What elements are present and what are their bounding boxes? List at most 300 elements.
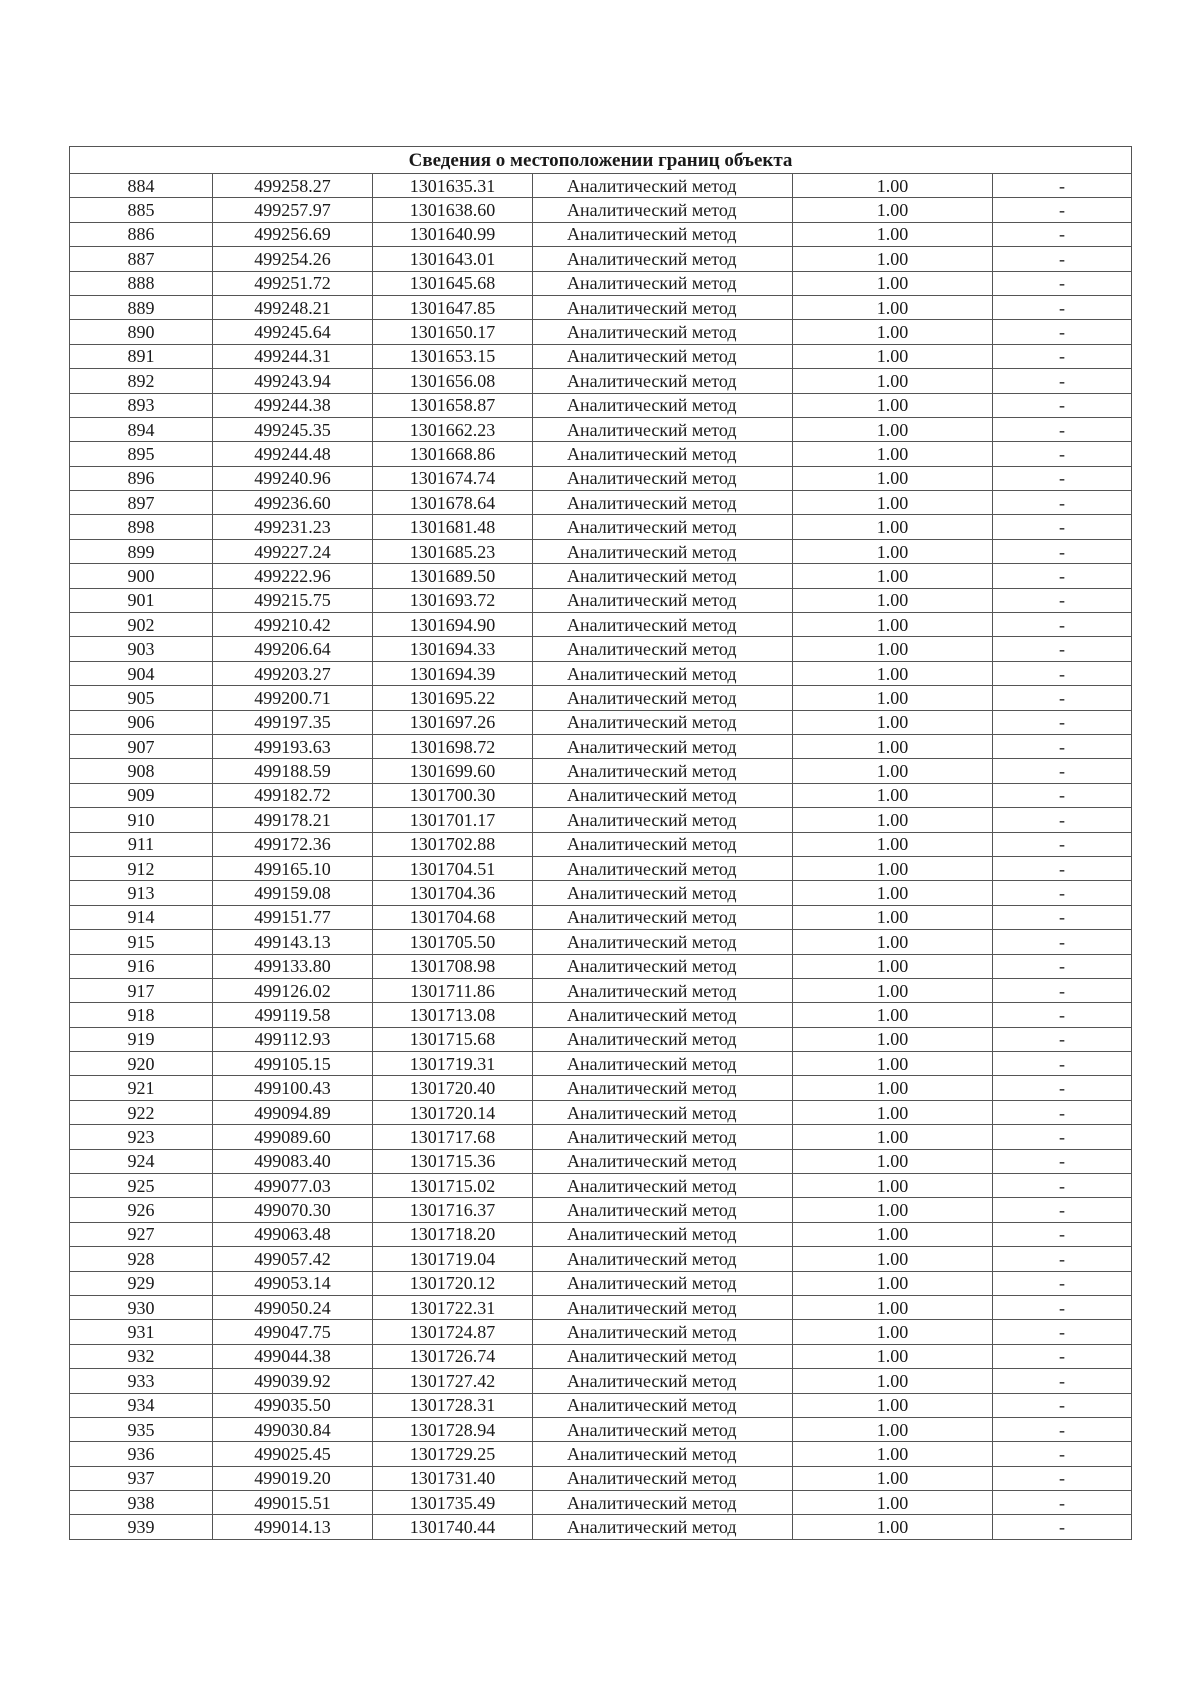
table-row xyxy=(70,637,1132,661)
method-cell: Аналитический метод xyxy=(533,783,793,807)
point-number-cell: 908 xyxy=(70,759,213,783)
y-coordinate-cell: 1301662.23 xyxy=(373,417,533,441)
method-cell: Аналитический метод xyxy=(533,588,793,612)
accuracy-cell: 1.00 xyxy=(793,1491,993,1515)
method-cell: Аналитический метод xyxy=(533,1442,793,1466)
method-cell: Аналитический метод xyxy=(533,222,793,246)
accuracy-cell: 1.00 xyxy=(793,1100,993,1124)
point-number-cell: 887 xyxy=(70,247,213,271)
y-coordinate-cell: 1301635.31 xyxy=(373,174,533,198)
table-row xyxy=(70,1271,1132,1295)
note-cell: - xyxy=(993,320,1132,344)
accuracy-cell: 1.00 xyxy=(793,881,993,905)
table-row xyxy=(70,1369,1132,1393)
note-cell: - xyxy=(993,1417,1132,1441)
method-cell: Аналитический метод xyxy=(533,320,793,344)
note-cell: - xyxy=(993,271,1132,295)
method-cell: Аналитический метод xyxy=(533,1003,793,1027)
x-coordinate-cell: 499245.64 xyxy=(213,320,373,344)
accuracy-cell: 1.00 xyxy=(793,759,993,783)
point-number-cell: 899 xyxy=(70,539,213,563)
point-number-cell: 900 xyxy=(70,564,213,588)
table-row xyxy=(70,1149,1132,1173)
accuracy-cell: 1.00 xyxy=(793,1076,993,1100)
x-coordinate-cell: 499030.84 xyxy=(213,1417,373,1441)
x-coordinate-cell: 499182.72 xyxy=(213,783,373,807)
table-row xyxy=(70,222,1132,246)
y-coordinate-cell: 1301697.26 xyxy=(373,710,533,734)
x-coordinate-cell: 499057.42 xyxy=(213,1247,373,1271)
y-coordinate-cell: 1301731.40 xyxy=(373,1466,533,1490)
table-row xyxy=(70,832,1132,856)
x-coordinate-cell: 499244.38 xyxy=(213,393,373,417)
y-coordinate-cell: 1301645.68 xyxy=(373,271,533,295)
note-cell: - xyxy=(993,759,1132,783)
note-cell: - xyxy=(993,1125,1132,1149)
note-cell: - xyxy=(993,1247,1132,1271)
y-coordinate-cell: 1301638.60 xyxy=(373,198,533,222)
y-coordinate-cell: 1301720.12 xyxy=(373,1271,533,1295)
accuracy-cell: 1.00 xyxy=(793,588,993,612)
point-number-cell: 931 xyxy=(70,1320,213,1344)
accuracy-cell: 1.00 xyxy=(793,369,993,393)
point-number-cell: 909 xyxy=(70,783,213,807)
accuracy-cell: 1.00 xyxy=(793,1003,993,1027)
method-cell: Аналитический метод xyxy=(533,1466,793,1490)
accuracy-cell: 1.00 xyxy=(793,1271,993,1295)
point-number-cell: 914 xyxy=(70,905,213,929)
method-cell: Аналитический метод xyxy=(533,930,793,954)
accuracy-cell: 1.00 xyxy=(793,1247,993,1271)
accuracy-cell: 1.00 xyxy=(793,539,993,563)
note-cell: - xyxy=(993,905,1132,929)
note-cell: - xyxy=(993,1198,1132,1222)
accuracy-cell: 1.00 xyxy=(793,442,993,466)
table-title-row xyxy=(70,147,1132,174)
accuracy-cell: 1.00 xyxy=(793,905,993,929)
note-cell: - xyxy=(993,247,1132,271)
table-row xyxy=(70,417,1132,441)
note-cell: - xyxy=(993,1295,1132,1319)
method-cell: Аналитический метод xyxy=(533,515,793,539)
x-coordinate-cell: 499188.59 xyxy=(213,759,373,783)
accuracy-cell: 1.00 xyxy=(793,783,993,807)
y-coordinate-cell: 1301722.31 xyxy=(373,1295,533,1319)
table-row xyxy=(70,491,1132,515)
point-number-cell: 895 xyxy=(70,442,213,466)
point-number-cell: 906 xyxy=(70,710,213,734)
point-number-cell: 930 xyxy=(70,1295,213,1319)
accuracy-cell: 1.00 xyxy=(793,710,993,734)
y-coordinate-cell: 1301715.68 xyxy=(373,1027,533,1051)
table-row xyxy=(70,1003,1132,1027)
method-cell: Аналитический метод xyxy=(533,905,793,929)
y-coordinate-cell: 1301678.64 xyxy=(373,491,533,515)
table-row xyxy=(70,247,1132,271)
accuracy-cell: 1.00 xyxy=(793,1442,993,1466)
method-cell: Аналитический метод xyxy=(533,295,793,319)
method-cell: Аналитический метод xyxy=(533,1295,793,1319)
note-cell: - xyxy=(993,1491,1132,1515)
method-cell: Аналитический метод xyxy=(533,1515,793,1539)
x-coordinate-cell: 499019.20 xyxy=(213,1466,373,1490)
note-cell: - xyxy=(993,783,1132,807)
point-number-cell: 902 xyxy=(70,613,213,637)
y-coordinate-cell: 1301700.30 xyxy=(373,783,533,807)
x-coordinate-cell: 499047.75 xyxy=(213,1320,373,1344)
point-number-cell: 885 xyxy=(70,198,213,222)
x-coordinate-cell: 499025.45 xyxy=(213,1442,373,1466)
note-cell: - xyxy=(993,686,1132,710)
y-coordinate-cell: 1301720.40 xyxy=(373,1076,533,1100)
y-coordinate-cell: 1301726.74 xyxy=(373,1344,533,1368)
x-coordinate-cell: 499165.10 xyxy=(213,856,373,880)
y-coordinate-cell: 1301694.90 xyxy=(373,613,533,637)
accuracy-cell: 1.00 xyxy=(793,1222,993,1246)
accuracy-cell: 1.00 xyxy=(793,393,993,417)
table-row xyxy=(70,1491,1132,1515)
method-cell: Аналитический метод xyxy=(533,1174,793,1198)
point-number-cell: 925 xyxy=(70,1174,213,1198)
x-coordinate-cell: 499070.30 xyxy=(213,1198,373,1222)
method-cell: Аналитический метод xyxy=(533,856,793,880)
note-cell: - xyxy=(993,442,1132,466)
accuracy-cell: 1.00 xyxy=(793,320,993,344)
method-cell: Аналитический метод xyxy=(533,1393,793,1417)
point-number-cell: 920 xyxy=(70,1052,213,1076)
y-coordinate-cell: 1301716.37 xyxy=(373,1198,533,1222)
y-coordinate-cell: 1301674.74 xyxy=(373,466,533,490)
x-coordinate-cell: 499222.96 xyxy=(213,564,373,588)
accuracy-cell: 1.00 xyxy=(793,564,993,588)
accuracy-cell: 1.00 xyxy=(793,1125,993,1149)
method-cell: Аналитический метод xyxy=(533,734,793,758)
table-row xyxy=(70,613,1132,637)
note-cell: - xyxy=(993,856,1132,880)
y-coordinate-cell: 1301640.99 xyxy=(373,222,533,246)
table-row xyxy=(70,393,1132,417)
method-cell: Аналитический метод xyxy=(533,564,793,588)
y-coordinate-cell: 1301701.17 xyxy=(373,808,533,832)
note-cell: - xyxy=(993,661,1132,685)
y-coordinate-cell: 1301713.08 xyxy=(373,1003,533,1027)
x-coordinate-cell: 499089.60 xyxy=(213,1125,373,1149)
method-cell: Аналитический метод xyxy=(533,1076,793,1100)
x-coordinate-cell: 499151.77 xyxy=(213,905,373,929)
accuracy-cell: 1.00 xyxy=(793,466,993,490)
note-cell: - xyxy=(993,978,1132,1002)
y-coordinate-cell: 1301704.51 xyxy=(373,856,533,880)
y-coordinate-cell: 1301708.98 xyxy=(373,954,533,978)
note-cell: - xyxy=(993,1174,1132,1198)
table-row xyxy=(70,1393,1132,1417)
x-coordinate-cell: 499256.69 xyxy=(213,222,373,246)
method-cell: Аналитический метод xyxy=(533,613,793,637)
point-number-cell: 936 xyxy=(70,1442,213,1466)
point-number-cell: 896 xyxy=(70,466,213,490)
table-row xyxy=(70,808,1132,832)
note-cell: - xyxy=(993,1271,1132,1295)
accuracy-cell: 1.00 xyxy=(793,661,993,685)
note-cell: - xyxy=(993,198,1132,222)
note-cell: - xyxy=(993,369,1132,393)
accuracy-cell: 1.00 xyxy=(793,1417,993,1441)
table-row xyxy=(70,1320,1132,1344)
y-coordinate-cell: 1301727.42 xyxy=(373,1369,533,1393)
point-number-cell: 932 xyxy=(70,1344,213,1368)
note-cell: - xyxy=(993,808,1132,832)
x-coordinate-cell: 499227.24 xyxy=(213,539,373,563)
point-number-cell: 889 xyxy=(70,295,213,319)
note-cell: - xyxy=(993,832,1132,856)
note-cell: - xyxy=(993,734,1132,758)
y-coordinate-cell: 1301647.85 xyxy=(373,295,533,319)
table-row xyxy=(70,1125,1132,1149)
y-coordinate-cell: 1301681.48 xyxy=(373,515,533,539)
x-coordinate-cell: 499193.63 xyxy=(213,734,373,758)
table-row xyxy=(70,1027,1132,1051)
note-cell: - xyxy=(993,637,1132,661)
table-row xyxy=(70,442,1132,466)
method-cell: Аналитический метод xyxy=(533,637,793,661)
accuracy-cell: 1.00 xyxy=(793,1344,993,1368)
y-coordinate-cell: 1301719.04 xyxy=(373,1247,533,1271)
note-cell: - xyxy=(993,710,1132,734)
method-cell: Аналитический метод xyxy=(533,1198,793,1222)
method-cell: Аналитический метод xyxy=(533,1247,793,1271)
table-row xyxy=(70,539,1132,563)
note-cell: - xyxy=(993,1344,1132,1368)
y-coordinate-cell: 1301694.39 xyxy=(373,661,533,685)
x-coordinate-cell: 499126.02 xyxy=(213,978,373,1002)
y-coordinate-cell: 1301705.50 xyxy=(373,930,533,954)
y-coordinate-cell: 1301715.36 xyxy=(373,1149,533,1173)
point-number-cell: 888 xyxy=(70,271,213,295)
method-cell: Аналитический метод xyxy=(533,247,793,271)
table-row xyxy=(70,1222,1132,1246)
method-cell: Аналитический метод xyxy=(533,1100,793,1124)
point-number-cell: 935 xyxy=(70,1417,213,1441)
x-coordinate-cell: 499094.89 xyxy=(213,1100,373,1124)
note-cell: - xyxy=(993,564,1132,588)
point-number-cell: 890 xyxy=(70,320,213,344)
x-coordinate-cell: 499044.38 xyxy=(213,1344,373,1368)
point-number-cell: 907 xyxy=(70,734,213,758)
method-cell: Аналитический метод xyxy=(533,710,793,734)
table-row xyxy=(70,930,1132,954)
x-coordinate-cell: 499053.14 xyxy=(213,1271,373,1295)
table-row xyxy=(70,1442,1132,1466)
point-number-cell: 928 xyxy=(70,1247,213,1271)
y-coordinate-cell: 1301735.49 xyxy=(373,1491,533,1515)
point-number-cell: 927 xyxy=(70,1222,213,1246)
y-coordinate-cell: 1301718.20 xyxy=(373,1222,533,1246)
table-row xyxy=(70,954,1132,978)
note-cell: - xyxy=(993,1222,1132,1246)
table-row xyxy=(70,978,1132,1002)
y-coordinate-cell: 1301643.01 xyxy=(373,247,533,271)
accuracy-cell: 1.00 xyxy=(793,686,993,710)
x-coordinate-cell: 499105.15 xyxy=(213,1052,373,1076)
note-cell: - xyxy=(993,1100,1132,1124)
note-cell: - xyxy=(993,954,1132,978)
x-coordinate-cell: 499248.21 xyxy=(213,295,373,319)
point-number-cell: 918 xyxy=(70,1003,213,1027)
table-row xyxy=(70,1100,1132,1124)
method-cell: Аналитический метод xyxy=(533,1271,793,1295)
note-cell: - xyxy=(993,1052,1132,1076)
accuracy-cell: 1.00 xyxy=(793,1149,993,1173)
y-coordinate-cell: 1301699.60 xyxy=(373,759,533,783)
method-cell: Аналитический метод xyxy=(533,1369,793,1393)
accuracy-cell: 1.00 xyxy=(793,808,993,832)
y-coordinate-cell: 1301740.44 xyxy=(373,1515,533,1539)
x-coordinate-cell: 499258.27 xyxy=(213,174,373,198)
method-cell: Аналитический метод xyxy=(533,1052,793,1076)
table-row xyxy=(70,905,1132,929)
accuracy-cell: 1.00 xyxy=(793,295,993,319)
method-cell: Аналитический метод xyxy=(533,1125,793,1149)
table-row xyxy=(70,515,1132,539)
x-coordinate-cell: 499050.24 xyxy=(213,1295,373,1319)
note-cell: - xyxy=(993,588,1132,612)
note-cell: - xyxy=(993,515,1132,539)
note-cell: - xyxy=(993,222,1132,246)
note-cell: - xyxy=(993,881,1132,905)
accuracy-cell: 1.00 xyxy=(793,222,993,246)
accuracy-cell: 1.00 xyxy=(793,417,993,441)
note-cell: - xyxy=(993,1466,1132,1490)
note-cell: - xyxy=(993,930,1132,954)
y-coordinate-cell: 1301668.86 xyxy=(373,442,533,466)
x-coordinate-cell: 499215.75 xyxy=(213,588,373,612)
x-coordinate-cell: 499100.43 xyxy=(213,1076,373,1100)
point-number-cell: 910 xyxy=(70,808,213,832)
y-coordinate-cell: 1301719.31 xyxy=(373,1052,533,1076)
x-coordinate-cell: 499210.42 xyxy=(213,613,373,637)
method-cell: Аналитический метод xyxy=(533,1320,793,1344)
method-cell: Аналитический метод xyxy=(533,466,793,490)
point-number-cell: 886 xyxy=(70,222,213,246)
x-coordinate-cell: 499159.08 xyxy=(213,881,373,905)
x-coordinate-cell: 499245.35 xyxy=(213,417,373,441)
note-cell: - xyxy=(993,491,1132,515)
table-row xyxy=(70,564,1132,588)
table-row xyxy=(70,295,1132,319)
x-coordinate-cell: 499206.64 xyxy=(213,637,373,661)
note-cell: - xyxy=(993,1027,1132,1051)
point-number-cell: 933 xyxy=(70,1369,213,1393)
table-row xyxy=(70,734,1132,758)
x-coordinate-cell: 499178.21 xyxy=(213,808,373,832)
point-number-cell: 937 xyxy=(70,1466,213,1490)
table-body xyxy=(70,174,1132,1540)
point-number-cell: 924 xyxy=(70,1149,213,1173)
method-cell: Аналитический метод xyxy=(533,539,793,563)
x-coordinate-cell: 499197.35 xyxy=(213,710,373,734)
point-number-cell: 904 xyxy=(70,661,213,685)
note-cell: - xyxy=(993,1076,1132,1100)
table-row xyxy=(70,1174,1132,1198)
point-number-cell: 921 xyxy=(70,1076,213,1100)
note-cell: - xyxy=(993,1393,1132,1417)
table-row xyxy=(70,174,1132,198)
y-coordinate-cell: 1301689.50 xyxy=(373,564,533,588)
method-cell: Аналитический метод xyxy=(533,1027,793,1051)
accuracy-cell: 1.00 xyxy=(793,1295,993,1319)
method-cell: Аналитический метод xyxy=(533,369,793,393)
y-coordinate-cell: 1301729.25 xyxy=(373,1442,533,1466)
accuracy-cell: 1.00 xyxy=(793,1174,993,1198)
accuracy-cell: 1.00 xyxy=(793,198,993,222)
x-coordinate-cell: 499257.97 xyxy=(213,198,373,222)
x-coordinate-cell: 499133.80 xyxy=(213,954,373,978)
table-row xyxy=(70,1515,1132,1539)
accuracy-cell: 1.00 xyxy=(793,734,993,758)
point-number-cell: 898 xyxy=(70,515,213,539)
note-cell: - xyxy=(993,1515,1132,1539)
table-row xyxy=(70,759,1132,783)
note-cell: - xyxy=(993,1149,1132,1173)
x-coordinate-cell: 499231.23 xyxy=(213,515,373,539)
x-coordinate-cell: 499035.50 xyxy=(213,1393,373,1417)
accuracy-cell: 1.00 xyxy=(793,1515,993,1539)
method-cell: Аналитический метод xyxy=(533,1344,793,1368)
accuracy-cell: 1.00 xyxy=(793,271,993,295)
x-coordinate-cell: 499077.03 xyxy=(213,1174,373,1198)
point-number-cell: 916 xyxy=(70,954,213,978)
y-coordinate-cell: 1301658.87 xyxy=(373,393,533,417)
method-cell: Аналитический метод xyxy=(533,881,793,905)
y-coordinate-cell: 1301711.86 xyxy=(373,978,533,1002)
y-coordinate-cell: 1301728.31 xyxy=(373,1393,533,1417)
x-coordinate-cell: 499172.36 xyxy=(213,832,373,856)
table-row xyxy=(70,466,1132,490)
x-coordinate-cell: 499112.93 xyxy=(213,1027,373,1051)
note-cell: - xyxy=(993,417,1132,441)
y-coordinate-cell: 1301693.72 xyxy=(373,588,533,612)
accuracy-cell: 1.00 xyxy=(793,613,993,637)
point-number-cell: 901 xyxy=(70,588,213,612)
x-coordinate-cell: 499014.13 xyxy=(213,1515,373,1539)
accuracy-cell: 1.00 xyxy=(793,832,993,856)
method-cell: Аналитический метод xyxy=(533,271,793,295)
accuracy-cell: 1.00 xyxy=(793,247,993,271)
table-row xyxy=(70,1052,1132,1076)
point-number-cell: 929 xyxy=(70,1271,213,1295)
table-row xyxy=(70,1198,1132,1222)
point-number-cell: 939 xyxy=(70,1515,213,1539)
table-row xyxy=(70,783,1132,807)
method-cell: Аналитический метод xyxy=(533,491,793,515)
accuracy-cell: 1.00 xyxy=(793,1369,993,1393)
method-cell: Аналитический метод xyxy=(533,1417,793,1441)
x-coordinate-cell: 499240.96 xyxy=(213,466,373,490)
accuracy-cell: 1.00 xyxy=(793,491,993,515)
accuracy-cell: 1.00 xyxy=(793,1027,993,1051)
y-coordinate-cell: 1301704.36 xyxy=(373,881,533,905)
method-cell: Аналитический метод xyxy=(533,832,793,856)
accuracy-cell: 1.00 xyxy=(793,856,993,880)
method-cell: Аналитический метод xyxy=(533,759,793,783)
table-title: Сведения о местоположении границ объекта xyxy=(70,147,1132,174)
x-coordinate-cell: 499254.26 xyxy=(213,247,373,271)
x-coordinate-cell: 499203.27 xyxy=(213,661,373,685)
x-coordinate-cell: 499243.94 xyxy=(213,369,373,393)
accuracy-cell: 1.00 xyxy=(793,1393,993,1417)
method-cell: Аналитический метод xyxy=(533,198,793,222)
y-coordinate-cell: 1301728.94 xyxy=(373,1417,533,1441)
